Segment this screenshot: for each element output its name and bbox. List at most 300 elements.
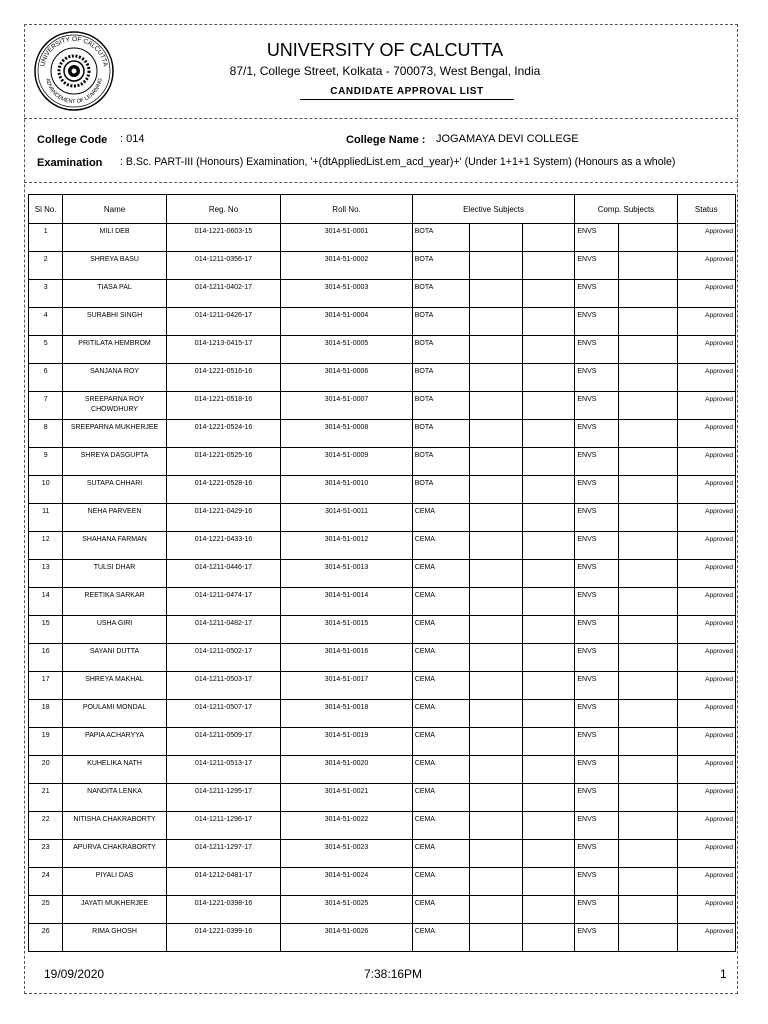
- cell-name: SUTAPA CHHARI: [63, 476, 166, 504]
- cell-elective-subject-1: CEMA: [412, 840, 469, 868]
- cell-comp-subject-2: [619, 280, 677, 308]
- header-status: Status: [677, 195, 735, 224]
- cell-comp-subject-1: ENVS: [575, 756, 619, 784]
- cell-sl-no: 10: [29, 476, 63, 504]
- cell-comp-subject-2: [619, 868, 677, 896]
- cell-sl-no: 20: [29, 756, 63, 784]
- cell-elective-subject-3: [523, 252, 575, 280]
- cell-reg-no: 014-1211-0474-17: [166, 588, 281, 616]
- cell-status: Approved: [677, 588, 735, 616]
- cell-sl-no: 12: [29, 532, 63, 560]
- college-code-value: : 014: [120, 133, 145, 145]
- cell-elective-subject-3: [523, 616, 575, 644]
- cell-sl-no: 21: [29, 784, 63, 812]
- cell-status: Approved: [677, 280, 735, 308]
- table-row: [29, 504, 736, 532]
- cell-elective-subject-1: CEMA: [412, 812, 469, 840]
- cell-comp-subject-2: [619, 532, 677, 560]
- cell-comp-subject-2: [619, 392, 677, 420]
- candidate-table: [28, 194, 736, 952]
- cell-roll-no: 3014-51-0009: [281, 448, 412, 476]
- cell-elective-subject-1: CEMA: [412, 504, 469, 532]
- cell-comp-subject-2: [619, 896, 677, 924]
- cell-comp-subject-1: ENVS: [575, 224, 619, 252]
- cell-elective-subject-2: [470, 532, 523, 560]
- cell-comp-subject-2: [619, 812, 677, 840]
- cell-comp-subject-1: ENVS: [575, 672, 619, 700]
- cell-roll-no: 3014-51-0023: [281, 840, 412, 868]
- cell-roll-no: 3014-51-0003: [281, 280, 412, 308]
- cell-status: Approved: [677, 224, 735, 252]
- cell-sl-no: 15: [29, 616, 63, 644]
- cell-elective-subject-3: [523, 224, 575, 252]
- cell-comp-subject-1: ENVS: [575, 840, 619, 868]
- cell-reg-no: 014-1221-0516-16: [166, 364, 281, 392]
- cell-elective-subject-1: CEMA: [412, 560, 469, 588]
- cell-reg-no: 014-1211-0503-17: [166, 672, 281, 700]
- cell-roll-no: 3014-51-0001: [281, 224, 412, 252]
- cell-elective-subject-1: CEMA: [412, 672, 469, 700]
- cell-elective-subject-2: [470, 560, 523, 588]
- cell-comp-subject-1: ENVS: [575, 420, 619, 448]
- cell-name: TULSI DHAR: [63, 560, 166, 588]
- cell-roll-no: 3014-51-0002: [281, 252, 412, 280]
- cell-roll-no: 3014-51-0016: [281, 644, 412, 672]
- cell-comp-subject-1: ENVS: [575, 280, 619, 308]
- university-seal-icon: [33, 30, 115, 112]
- cell-elective-subject-3: [523, 392, 575, 420]
- cell-name: JAYATI MUKHERJEE: [63, 896, 166, 924]
- cell-status: Approved: [677, 868, 735, 896]
- cell-roll-no: 3014-51-0025: [281, 896, 412, 924]
- cell-elective-subject-3: [523, 560, 575, 588]
- cell-elective-subject-1: BOTA: [412, 224, 469, 252]
- cell-elective-subject-3: [523, 420, 575, 448]
- header-sl-no: Sl No.: [29, 195, 63, 224]
- table-row: [29, 840, 736, 868]
- cell-name: SREEPARNA ROY CHOWDHURY: [63, 392, 166, 420]
- cell-name: NITISHA CHAKRABORTY: [63, 812, 166, 840]
- cell-status: Approved: [677, 336, 735, 364]
- cell-sl-no: 17: [29, 672, 63, 700]
- cell-roll-no: 3014-51-0014: [281, 588, 412, 616]
- table-row: [29, 616, 736, 644]
- examination-value: : B.Sc. PART-III (Honours) Examination, '+(dtAppliedList.em_acd_year)+' (Under 1+1+1 System) (Honours as a whole): [120, 156, 676, 168]
- cell-comp-subject-2: [619, 784, 677, 812]
- cell-name: PAPIA ACHARYYA: [63, 728, 166, 756]
- cell-elective-subject-3: [523, 672, 575, 700]
- cell-name: SHREYA MAKHAL: [63, 672, 166, 700]
- table-row: [29, 812, 736, 840]
- cell-reg-no: 014-1211-1297-17: [166, 840, 281, 868]
- cell-status: Approved: [677, 812, 735, 840]
- cell-name: SHAHANA FARMAN: [63, 532, 166, 560]
- cell-elective-subject-1: CEMA: [412, 700, 469, 728]
- table-row: [29, 476, 736, 504]
- cell-reg-no: 014-1211-0402-17: [166, 280, 281, 308]
- cell-elective-subject-2: [470, 812, 523, 840]
- cell-roll-no: 3014-51-0008: [281, 420, 412, 448]
- cell-elective-subject-2: [470, 756, 523, 784]
- cell-comp-subject-2: [619, 448, 677, 476]
- cell-reg-no: 014-1221-0398-16: [166, 896, 281, 924]
- cell-elective-subject-1: BOTA: [412, 448, 469, 476]
- table-row: [29, 588, 736, 616]
- table-row: [29, 308, 736, 336]
- cell-roll-no: 3014-51-0012: [281, 532, 412, 560]
- table-row: [29, 700, 736, 728]
- table-row: [29, 420, 736, 448]
- cell-comp-subject-2: [619, 756, 677, 784]
- cell-comp-subject-2: [619, 728, 677, 756]
- table-row: [29, 868, 736, 896]
- cell-status: Approved: [677, 700, 735, 728]
- cell-elective-subject-3: [523, 756, 575, 784]
- cell-elective-subject-2: [470, 280, 523, 308]
- header-roll-no: Roll No.: [281, 195, 412, 224]
- info-divider: [24, 182, 738, 183]
- cell-elective-subject-2: [470, 420, 523, 448]
- cell-elective-subject-1: CEMA: [412, 896, 469, 924]
- cell-elective-subject-3: [523, 364, 575, 392]
- cell-elective-subject-1: BOTA: [412, 252, 469, 280]
- cell-sl-no: 6: [29, 364, 63, 392]
- cell-comp-subject-1: ENVS: [575, 812, 619, 840]
- cell-comp-subject-2: [619, 840, 677, 868]
- cell-name: SHREYA BASU: [63, 252, 166, 280]
- cell-elective-subject-1: BOTA: [412, 308, 469, 336]
- cell-elective-subject-1: CEMA: [412, 868, 469, 896]
- cell-reg-no: 014-1221-0429-16: [166, 504, 281, 532]
- cell-comp-subject-1: ENVS: [575, 364, 619, 392]
- cell-reg-no: 014-1221-0525-16: [166, 448, 281, 476]
- cell-comp-subject-2: [619, 504, 677, 532]
- university-address: 87/1, College Street, Kolkata - 700073, West Bengal, India: [229, 64, 541, 78]
- cell-elective-subject-3: [523, 448, 575, 476]
- cell-elective-subject-3: [523, 728, 575, 756]
- cell-elective-subject-3: [523, 588, 575, 616]
- cell-elective-subject-1: BOTA: [412, 392, 469, 420]
- cell-status: Approved: [677, 392, 735, 420]
- cell-reg-no: 014-1212-0481-17: [166, 868, 281, 896]
- cell-status: Approved: [677, 364, 735, 392]
- cell-elective-subject-2: [470, 616, 523, 644]
- cell-elective-subject-2: [470, 392, 523, 420]
- cell-sl-no: 19: [29, 728, 63, 756]
- cell-sl-no: 16: [29, 644, 63, 672]
- footer-time: 7:38:16PM: [364, 967, 423, 981]
- cell-elective-subject-2: [470, 784, 523, 812]
- table-row: [29, 756, 736, 784]
- cell-comp-subject-2: [619, 700, 677, 728]
- table-row: [29, 924, 736, 952]
- cell-roll-no: 3014-51-0024: [281, 868, 412, 896]
- cell-elective-subject-2: [470, 308, 523, 336]
- cell-comp-subject-1: ENVS: [575, 588, 619, 616]
- cell-reg-no: 014-1211-0513-17: [166, 756, 281, 784]
- cell-sl-no: 7: [29, 392, 63, 420]
- cell-name: KUHELIKA NATH: [63, 756, 166, 784]
- cell-comp-subject-1: ENVS: [575, 728, 619, 756]
- cell-comp-subject-1: ENVS: [575, 308, 619, 336]
- cell-elective-subject-2: [470, 224, 523, 252]
- cell-status: Approved: [677, 896, 735, 924]
- cell-elective-subject-1: BOTA: [412, 336, 469, 364]
- cell-elective-subject-2: [470, 924, 523, 952]
- cell-elective-subject-2: [470, 252, 523, 280]
- cell-roll-no: 3014-51-0021: [281, 784, 412, 812]
- cell-reg-no: 014-1221-0518-16: [166, 392, 281, 420]
- cell-comp-subject-1: ENVS: [575, 784, 619, 812]
- cell-comp-subject-1: ENVS: [575, 616, 619, 644]
- cell-name: REETIKA SARKAR: [63, 588, 166, 616]
- cell-elective-subject-2: [470, 336, 523, 364]
- cell-sl-no: 18: [29, 700, 63, 728]
- cell-name: POULAMI MONDAL: [63, 700, 166, 728]
- cell-sl-no: 23: [29, 840, 63, 868]
- cell-comp-subject-2: [619, 308, 677, 336]
- cell-sl-no: 25: [29, 896, 63, 924]
- table-row: [29, 644, 736, 672]
- cell-elective-subject-2: [470, 700, 523, 728]
- cell-roll-no: 3014-51-0019: [281, 728, 412, 756]
- cell-elective-subject-3: [523, 840, 575, 868]
- cell-sl-no: 3: [29, 280, 63, 308]
- cell-reg-no: 014-1211-0482-17: [166, 616, 281, 644]
- cell-status: Approved: [677, 476, 735, 504]
- cell-comp-subject-2: [619, 924, 677, 952]
- cell-roll-no: 3014-51-0010: [281, 476, 412, 504]
- cell-name: SANJANA ROY: [63, 364, 166, 392]
- cell-comp-subject-1: ENVS: [575, 924, 619, 952]
- cell-roll-no: 3014-51-0005: [281, 336, 412, 364]
- cell-reg-no: 014-1211-1295-17: [166, 784, 281, 812]
- cell-status: Approved: [677, 728, 735, 756]
- cell-comp-subject-2: [619, 336, 677, 364]
- cell-elective-subject-2: [470, 672, 523, 700]
- cell-elective-subject-3: [523, 308, 575, 336]
- cell-sl-no: 8: [29, 420, 63, 448]
- cell-elective-subject-2: [470, 504, 523, 532]
- cell-roll-no: 3014-51-0022: [281, 812, 412, 840]
- cell-comp-subject-2: [619, 476, 677, 504]
- cell-name: SREEPARNA MUKHERJEE: [63, 420, 166, 448]
- cell-comp-subject-1: ENVS: [575, 560, 619, 588]
- cell-status: Approved: [677, 560, 735, 588]
- cell-status: Approved: [677, 644, 735, 672]
- examination-label: Examination: [37, 157, 103, 169]
- cell-elective-subject-3: [523, 336, 575, 364]
- cell-elective-subject-3: [523, 784, 575, 812]
- cell-status: Approved: [677, 420, 735, 448]
- cell-comp-subject-1: ENVS: [575, 896, 619, 924]
- cell-elective-subject-2: [470, 476, 523, 504]
- cell-comp-subject-2: [619, 252, 677, 280]
- college-code-label: College Code: [37, 134, 108, 146]
- cell-comp-subject-1: ENVS: [575, 868, 619, 896]
- cell-elective-subject-2: [470, 728, 523, 756]
- cell-elective-subject-1: CEMA: [412, 644, 469, 672]
- cell-comp-subject-2: [619, 644, 677, 672]
- cell-reg-no: 014-1221-0528-16: [166, 476, 281, 504]
- cell-elective-subject-2: [470, 840, 523, 868]
- cell-roll-no: 3014-51-0011: [281, 504, 412, 532]
- cell-roll-no: 3014-51-0018: [281, 700, 412, 728]
- cell-status: Approved: [677, 252, 735, 280]
- cell-name: PIYALI DAS: [63, 868, 166, 896]
- cell-status: Approved: [677, 840, 735, 868]
- cell-status: Approved: [677, 308, 735, 336]
- table-row: [29, 252, 736, 280]
- cell-elective-subject-3: [523, 812, 575, 840]
- cell-roll-no: 3014-51-0004: [281, 308, 412, 336]
- cell-comp-subject-2: [619, 420, 677, 448]
- college-name-label: College Name :: [346, 134, 426, 146]
- table-row: [29, 336, 736, 364]
- cell-sl-no: 4: [29, 308, 63, 336]
- cell-elective-subject-1: CEMA: [412, 784, 469, 812]
- table-row: [29, 532, 736, 560]
- cell-comp-subject-2: [619, 224, 677, 252]
- cell-sl-no: 14: [29, 588, 63, 616]
- cell-elective-subject-2: [470, 364, 523, 392]
- cell-sl-no: 11: [29, 504, 63, 532]
- cell-comp-subject-2: [619, 588, 677, 616]
- cell-status: Approved: [677, 756, 735, 784]
- cell-name: SAYANI DUTTA: [63, 644, 166, 672]
- seal-text-bottom: ADVANCEMENT OF LEARNING: [44, 77, 104, 106]
- cell-name: MILI DEB: [63, 224, 166, 252]
- cell-elective-subject-1: CEMA: [412, 616, 469, 644]
- cell-status: Approved: [677, 532, 735, 560]
- cell-reg-no: 014-1211-0356-17: [166, 252, 281, 280]
- cell-reg-no: 014-1211-0509-17: [166, 728, 281, 756]
- cell-reg-no: 014-1211-1296-17: [166, 812, 281, 840]
- cell-reg-no: 014-1211-0426-17: [166, 308, 281, 336]
- table-row: [29, 280, 736, 308]
- cell-roll-no: 3014-51-0013: [281, 560, 412, 588]
- header-divider: [24, 118, 738, 119]
- cell-elective-subject-1: CEMA: [412, 532, 469, 560]
- table-row: [29, 784, 736, 812]
- cell-sl-no: 1: [29, 224, 63, 252]
- table-row: [29, 448, 736, 476]
- cell-sl-no: 22: [29, 812, 63, 840]
- cell-elective-subject-1: CEMA: [412, 588, 469, 616]
- cell-sl-no: 9: [29, 448, 63, 476]
- cell-name: NEHA PARVEEN: [63, 504, 166, 532]
- cell-status: Approved: [677, 504, 735, 532]
- cell-name: SHREYA DASGUPTA: [63, 448, 166, 476]
- cell-reg-no: 014-1211-0446-17: [166, 560, 281, 588]
- cell-name: PRITILATA HEMBROM: [63, 336, 166, 364]
- list-title: CANDIDATE APPROVAL LIST: [300, 86, 514, 100]
- cell-elective-subject-1: CEMA: [412, 728, 469, 756]
- cell-comp-subject-2: [619, 364, 677, 392]
- cell-name: SURABHI SINGH: [63, 308, 166, 336]
- cell-comp-subject-1: ENVS: [575, 252, 619, 280]
- cell-comp-subject-1: ENVS: [575, 700, 619, 728]
- cell-reg-no: 014-1221-0603-15: [166, 224, 281, 252]
- footer-date: 19/09/2020: [44, 967, 105, 981]
- cell-roll-no: 3014-51-0020: [281, 756, 412, 784]
- cell-reg-no: 014-1213-0415-17: [166, 336, 281, 364]
- cell-status: Approved: [677, 448, 735, 476]
- cell-reg-no: 014-1221-0433-16: [166, 532, 281, 560]
- cell-sl-no: 26: [29, 924, 63, 952]
- table-row: [29, 896, 736, 924]
- cell-status: Approved: [677, 924, 735, 952]
- cell-sl-no: 5: [29, 336, 63, 364]
- cell-elective-subject-3: [523, 504, 575, 532]
- cell-name: APURVA CHAKRABORTY: [63, 840, 166, 868]
- cell-comp-subject-1: ENVS: [575, 532, 619, 560]
- cell-elective-subject-3: [523, 868, 575, 896]
- seal-text-top: UNIVERSITY OF CALCUTTA: [39, 35, 109, 68]
- cell-elective-subject-3: [523, 896, 575, 924]
- cell-roll-no: 3014-51-0006: [281, 364, 412, 392]
- cell-elective-subject-3: [523, 700, 575, 728]
- cell-elective-subject-3: [523, 644, 575, 672]
- cell-sl-no: 13: [29, 560, 63, 588]
- cell-sl-no: 24: [29, 868, 63, 896]
- svg-text:ADVANCEMENT OF LEARNING: [44, 78, 104, 105]
- cell-comp-subject-1: ENVS: [575, 392, 619, 420]
- cell-status: Approved: [677, 672, 735, 700]
- cell-comp-subject-1: ENVS: [575, 644, 619, 672]
- table-header-row: [29, 195, 736, 224]
- cell-comp-subject-2: [619, 672, 677, 700]
- cell-elective-subject-2: [470, 448, 523, 476]
- cell-roll-no: 3014-51-0026: [281, 924, 412, 952]
- college-name-value: JOGAMAYA DEVI COLLEGE: [436, 133, 579, 145]
- cell-elective-subject-2: [470, 644, 523, 672]
- cell-elective-subject-1: BOTA: [412, 476, 469, 504]
- cell-comp-subject-1: ENVS: [575, 448, 619, 476]
- cell-roll-no: 3014-51-0015: [281, 616, 412, 644]
- cell-elective-subject-3: [523, 476, 575, 504]
- cell-reg-no: 014-1221-0524-16: [166, 420, 281, 448]
- cell-elective-subject-3: [523, 924, 575, 952]
- table-row: [29, 672, 736, 700]
- cell-elective-subject-2: [470, 868, 523, 896]
- footer-page-number: 1: [720, 967, 727, 981]
- cell-sl-no: 2: [29, 252, 63, 280]
- cell-elective-subject-1: CEMA: [412, 924, 469, 952]
- cell-comp-subject-1: ENVS: [575, 336, 619, 364]
- cell-comp-subject-2: [619, 616, 677, 644]
- cell-comp-subject-2: [619, 560, 677, 588]
- table-row: [29, 224, 736, 252]
- cell-elective-subject-2: [470, 896, 523, 924]
- cell-elective-subject-1: CEMA: [412, 756, 469, 784]
- cell-elective-subject-1: BOTA: [412, 364, 469, 392]
- cell-roll-no: 3014-51-0007: [281, 392, 412, 420]
- university-name: UNIVERSITY OF CALCUTTA: [266, 40, 504, 60]
- cell-elective-subject-1: BOTA: [412, 280, 469, 308]
- cell-name: RIMA GHOSH: [63, 924, 166, 952]
- cell-comp-subject-1: ENVS: [575, 504, 619, 532]
- header-name: Name: [63, 195, 166, 224]
- cell-roll-no: 3014-51-0017: [281, 672, 412, 700]
- table-row: [29, 364, 736, 392]
- header-elective-subjects: Elective Subjects: [412, 195, 575, 224]
- cell-elective-subject-3: [523, 280, 575, 308]
- cell-status: Approved: [677, 616, 735, 644]
- cell-elective-subject-2: [470, 588, 523, 616]
- table-row: [29, 392, 736, 420]
- cell-reg-no: 014-1211-0507-17: [166, 700, 281, 728]
